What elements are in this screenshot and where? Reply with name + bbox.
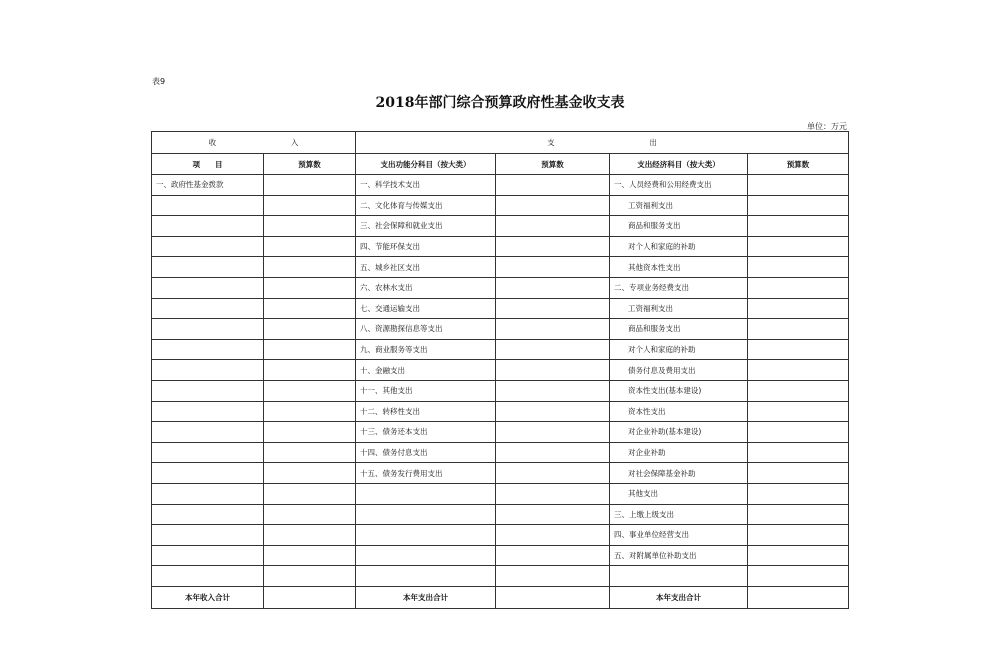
function-budget-cell	[496, 319, 610, 340]
function-budget-cell	[496, 257, 610, 278]
function-item-cell: 二、文化体育与传媒支出	[356, 195, 496, 216]
table-row	[152, 422, 849, 443]
table-number: 表9	[152, 77, 166, 86]
income-item-cell	[152, 339, 264, 360]
income-item-cell	[152, 504, 264, 525]
income-budget-cell	[264, 257, 356, 278]
economic-budget-cell	[748, 298, 849, 319]
function-budget-cell	[496, 216, 610, 237]
income-item-cell	[152, 545, 264, 566]
economic-budget-cell	[748, 401, 849, 422]
economic-item-cell: 对个人和家庭的补助	[610, 339, 748, 360]
income-budget-cell	[264, 236, 356, 257]
economic-budget-cell	[748, 483, 849, 504]
income-item-cell	[152, 422, 264, 443]
table-row	[152, 339, 849, 360]
function-item-cell: 十一、其他支出	[356, 380, 496, 401]
income-budget-cell	[264, 298, 356, 319]
function-budget-cell	[496, 339, 610, 360]
income-item-cell	[152, 401, 264, 422]
economic-item-cell: 工资福利支出	[610, 298, 748, 319]
economic-item-cell: 债务付息及费用支出	[610, 360, 748, 381]
economic-budget-cell	[748, 236, 849, 257]
economic-item-cell: 对社会保障基金补助	[610, 463, 748, 484]
economic-item-cell: 工资福利支出	[610, 195, 748, 216]
function-item-cell	[356, 483, 496, 504]
function-total-label: 本年支出合计	[356, 586, 496, 608]
table-row	[152, 360, 849, 381]
function-budget-cell	[496, 236, 610, 257]
col-header-economic: 支出经济科目（按大类）	[610, 154, 748, 175]
totals-row	[152, 586, 849, 608]
table-row	[152, 442, 849, 463]
function-item-cell: 十、金融支出	[356, 360, 496, 381]
function-total-value	[496, 586, 610, 608]
economic-total-label: 本年支出合计	[610, 586, 748, 608]
income-item-cell	[152, 566, 264, 587]
header-row-2	[152, 154, 849, 175]
function-budget-cell	[496, 298, 610, 319]
economic-item-cell: 资本性支出(基本建设)	[610, 380, 748, 401]
economic-budget-cell	[748, 545, 849, 566]
income-budget-cell	[264, 422, 356, 443]
income-budget-cell	[264, 195, 356, 216]
function-budget-cell	[496, 380, 610, 401]
function-item-cell: 十五、债务发行费用支出	[356, 463, 496, 484]
function-item-cell: 六、农林水支出	[356, 277, 496, 298]
economic-item-cell: 对企业补助(基本建设)	[610, 422, 748, 443]
function-budget-cell	[496, 401, 610, 422]
unit-label: 单位：万元	[807, 122, 847, 131]
income-total-label: 本年收入合计	[152, 586, 264, 608]
header-row-1	[152, 132, 849, 154]
economic-budget-cell	[748, 360, 849, 381]
function-item-cell: 四、节能环保支出	[356, 236, 496, 257]
col-header-budget-income: 预算数	[264, 154, 356, 175]
economic-item-cell	[610, 566, 748, 587]
income-budget-cell	[264, 442, 356, 463]
income-header	[152, 132, 356, 154]
col-header-budget-economic: 预算数	[748, 154, 849, 175]
col-header-function: 支出功能分科目（按大类）	[356, 154, 496, 175]
economic-item-cell: 一、人员经费和公用经费支出	[610, 175, 748, 196]
expense-header	[356, 132, 849, 154]
income-total-value	[264, 586, 356, 608]
economic-budget-cell	[748, 319, 849, 340]
income-budget-cell	[264, 504, 356, 525]
income-item-cell	[152, 442, 264, 463]
function-item-cell	[356, 545, 496, 566]
economic-budget-cell	[748, 504, 849, 525]
income-budget-cell	[264, 216, 356, 237]
economic-budget-cell	[748, 525, 849, 546]
income-header-left: 收	[208, 138, 217, 147]
function-item-cell: 十三、债务还本支出	[356, 422, 496, 443]
function-item-cell	[356, 566, 496, 587]
income-budget-cell	[264, 319, 356, 340]
function-item-cell: 十四、债务付息支出	[356, 442, 496, 463]
income-item-cell	[152, 360, 264, 381]
economic-budget-cell	[748, 339, 849, 360]
economic-total-value	[748, 586, 849, 608]
income-item-cell	[152, 319, 264, 340]
economic-budget-cell	[748, 422, 849, 443]
function-budget-cell	[496, 566, 610, 587]
economic-item-cell: 四、事业单位经营支出	[610, 525, 748, 546]
function-item-cell	[356, 525, 496, 546]
function-budget-cell	[496, 277, 610, 298]
table-row	[152, 525, 849, 546]
economic-item-cell: 对企业补助	[610, 442, 748, 463]
income-item-cell	[152, 216, 264, 237]
table-row	[152, 504, 849, 525]
function-budget-cell	[496, 483, 610, 504]
table-row	[152, 195, 849, 216]
income-item-cell	[152, 463, 264, 484]
table-row	[152, 257, 849, 278]
income-budget-cell	[264, 360, 356, 381]
table-row	[152, 175, 849, 196]
income-budget-cell	[264, 463, 356, 484]
income-item-cell	[152, 195, 264, 216]
income-budget-cell	[264, 401, 356, 422]
economic-budget-cell	[748, 257, 849, 278]
income-item-cell	[152, 483, 264, 504]
income-budget-cell	[264, 339, 356, 360]
economic-item-cell: 商品和服务支出	[610, 216, 748, 237]
economic-budget-cell	[748, 195, 849, 216]
economic-item-cell: 二、专项业务经费支出	[610, 277, 748, 298]
economic-item-cell: 资本性支出	[610, 401, 748, 422]
economic-budget-cell	[748, 463, 849, 484]
table-row	[152, 277, 849, 298]
income-header-right: 入	[290, 138, 299, 147]
col-header-budget-function: 预算数	[496, 154, 610, 175]
economic-budget-cell	[748, 175, 849, 196]
function-budget-cell	[496, 504, 610, 525]
function-budget-cell	[496, 545, 610, 566]
expense-header-right: 出	[649, 138, 657, 147]
function-item-cell: 九、商业服务等支出	[356, 339, 496, 360]
col-header-item: 项 目	[152, 154, 264, 175]
income-budget-cell	[264, 175, 356, 196]
income-item-cell	[152, 525, 264, 546]
economic-item-cell: 商品和服务支出	[610, 319, 748, 340]
income-item-cell	[152, 380, 264, 401]
expense-header-left: 支	[547, 138, 555, 147]
economic-item-cell: 其他支出	[610, 483, 748, 504]
budget-table	[151, 131, 849, 609]
economic-budget-cell	[748, 566, 849, 587]
income-item-cell	[152, 277, 264, 298]
function-item-cell	[356, 504, 496, 525]
function-item-cell: 十二、转移性支出	[356, 401, 496, 422]
economic-budget-cell	[748, 380, 849, 401]
function-item-cell: 五、城乡社区支出	[356, 257, 496, 278]
income-budget-cell	[264, 545, 356, 566]
function-item-cell: 三、社会保障和就业支出	[356, 216, 496, 237]
table-row	[152, 483, 849, 504]
table-row	[152, 319, 849, 340]
income-budget-cell	[264, 380, 356, 401]
function-item-cell: 七、交通运输支出	[356, 298, 496, 319]
income-item-cell	[152, 236, 264, 257]
function-budget-cell	[496, 195, 610, 216]
economic-budget-cell	[748, 442, 849, 463]
income-item-cell	[152, 257, 264, 278]
table-row	[152, 216, 849, 237]
function-item-cell: 一、科学技术支出	[356, 175, 496, 196]
economic-item-cell: 三、上缴上级支出	[610, 504, 748, 525]
table-row	[152, 236, 849, 257]
table-row	[152, 298, 849, 319]
economic-item-cell: 其他资本性支出	[610, 257, 748, 278]
economic-budget-cell	[748, 277, 849, 298]
function-budget-cell	[496, 175, 610, 196]
income-item-cell: 一、政府性基金拨款	[152, 175, 264, 196]
income-budget-cell	[264, 566, 356, 587]
income-budget-cell	[264, 277, 356, 298]
table-row	[152, 566, 849, 587]
function-budget-cell	[496, 463, 610, 484]
function-budget-cell	[496, 422, 610, 443]
income-item-cell	[152, 298, 264, 319]
table-row	[152, 545, 849, 566]
economic-item-cell: 对个人和家庭的补助	[610, 236, 748, 257]
table-row	[152, 401, 849, 422]
economic-budget-cell	[748, 216, 849, 237]
function-item-cell: 八、资源勘探信息等支出	[356, 319, 496, 340]
function-budget-cell	[496, 442, 610, 463]
income-budget-cell	[264, 483, 356, 504]
economic-item-cell: 五、对附属单位补助支出	[610, 545, 748, 566]
function-budget-cell	[496, 360, 610, 381]
function-budget-cell	[496, 525, 610, 546]
income-budget-cell	[264, 525, 356, 546]
page-title: 2018年部门综合预算政府性基金收支表	[375, 95, 625, 111]
table-row	[152, 380, 849, 401]
table-row	[152, 463, 849, 484]
